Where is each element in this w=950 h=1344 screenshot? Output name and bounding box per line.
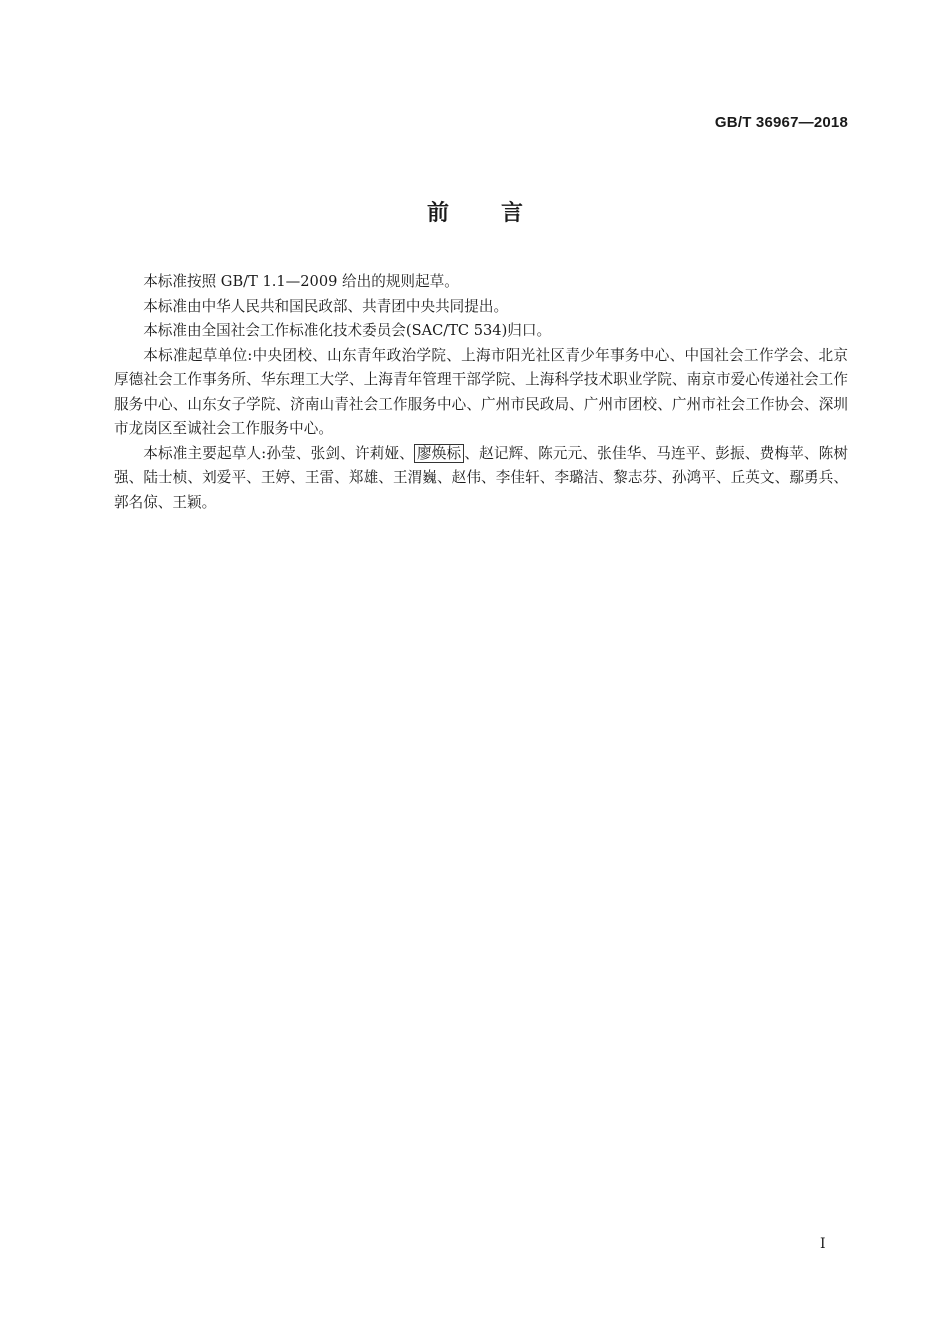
highlighted-drafter-name: 廖焕标 [414, 444, 464, 463]
paragraph-drafting-units: 本标准起草单位:中央团校、山东青年政治学院、上海市阳光社区青少年事务中心、中国社会工作学会、北京厚德社会工作事务所、华东理工大学、上海青年管理干部学院、上海科学技术职业学院、南京市爱心传递社会工作服务中心、山东女子学院、济南山青社会工作服务中心、广州市民政局、广州市团校、广州市社会工作协会、深圳市龙岗区至诚社会工作服务中心。 [114, 346, 848, 437]
drafters-after: 、赵记辉、陈元元、张佳华、马连平、彭振、费梅苹、陈树强、陆士桢、刘爱平、王婷、王雷、郑雄、王渭巍、赵伟、李佳轩、李璐洁、黎志芬、孙鸿平、丘英文、鄢勇兵、郭名倞、王颖。 [114, 444, 848, 511]
foreword-body [114, 270, 848, 515]
paragraph-drafting-rules: 本标准按照 GB/T 1.1—2009 给出的规则起草。 [143, 273, 459, 290]
paragraph-proposer: 本标准由中华人民共和国民政部、共青团中央共同提出。 [143, 297, 509, 315]
paragraph-main-drafters [114, 442, 848, 516]
standard-number: GB/T 36967—2018 [714, 114, 848, 131]
paragraph-technical-committee: 本标准由全国社会工作标准化技术委员会(SAC/TC 534)归口。 [143, 322, 552, 339]
page-title: 前言 [426, 201, 575, 226]
page-number: I [820, 1236, 826, 1252]
drafters-before: 本标准主要起草人:孙莹、张剑、许莉娅、 [143, 444, 415, 462]
